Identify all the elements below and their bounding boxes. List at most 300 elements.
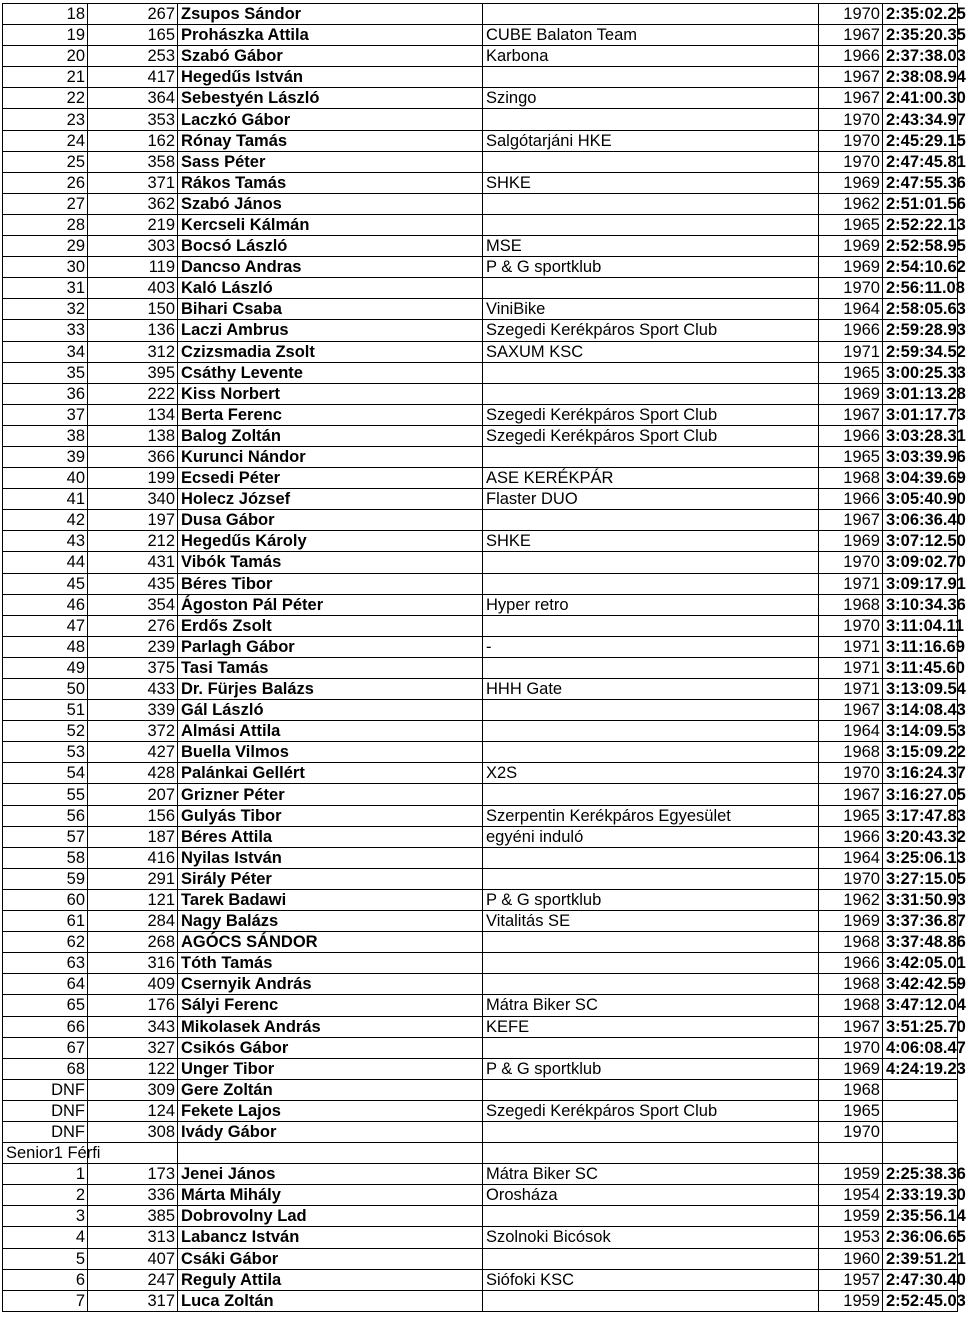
bib-number-cell: 433 bbox=[88, 679, 178, 700]
empty-cell bbox=[88, 1143, 178, 1164]
result-row bbox=[3, 151, 958, 172]
finish-time-cell bbox=[883, 1121, 958, 1142]
place-cell: 41 bbox=[3, 489, 88, 510]
result-row bbox=[3, 657, 958, 678]
team-cell: Siófoki KSC bbox=[483, 1269, 819, 1290]
place-cell: 61 bbox=[3, 911, 88, 932]
finish-time-cell: 2:41:00.30 bbox=[883, 88, 958, 109]
team-cell: HHH Gate bbox=[483, 679, 819, 700]
result-row bbox=[3, 1227, 958, 1248]
finish-time-cell: 2:35:20.35 bbox=[883, 25, 958, 46]
rider-name-cell: Dobrovolny Lad bbox=[178, 1206, 483, 1227]
rider-name-cell: Prohászka Attila bbox=[178, 25, 483, 46]
result-row bbox=[3, 742, 958, 763]
finish-time-cell: 2:47:45.81 bbox=[883, 151, 958, 172]
result-row bbox=[3, 1248, 958, 1269]
rider-name-cell: Mikolasek András bbox=[178, 1016, 483, 1037]
finish-time-cell: 3:25:06.13 bbox=[883, 847, 958, 868]
team-cell bbox=[483, 552, 819, 573]
place-cell: 67 bbox=[3, 1037, 88, 1058]
result-row bbox=[3, 615, 958, 636]
bib-number-cell: 309 bbox=[88, 1079, 178, 1100]
finish-time-cell: 3:09:02.70 bbox=[883, 552, 958, 573]
birth-year-cell: 1965 bbox=[819, 805, 883, 826]
birth-year-cell: 1966 bbox=[819, 425, 883, 446]
bib-number-cell: 353 bbox=[88, 109, 178, 130]
birth-year-cell: 1968 bbox=[819, 932, 883, 953]
birth-year-cell: 1967 bbox=[819, 88, 883, 109]
rider-name-cell: Ivády Gábor bbox=[178, 1121, 483, 1142]
bib-number-cell: 375 bbox=[88, 657, 178, 678]
place-cell: 19 bbox=[3, 25, 88, 46]
birth-year-cell: 1968 bbox=[819, 594, 883, 615]
place-cell: 20 bbox=[3, 46, 88, 67]
rider-name-cell: Unger Tibor bbox=[178, 1058, 483, 1079]
place-cell: 33 bbox=[3, 320, 88, 341]
finish-time-cell: 3:14:08.43 bbox=[883, 700, 958, 721]
place-cell: 58 bbox=[3, 847, 88, 868]
team-cell: Szolnoki Bicósok bbox=[483, 1227, 819, 1248]
empty-cell bbox=[483, 1143, 819, 1164]
team-cell: Szingo bbox=[483, 88, 819, 109]
rider-name-cell: AGÓCS SÁNDOR bbox=[178, 932, 483, 953]
birth-year-cell: 1967 bbox=[819, 25, 883, 46]
bib-number-cell: 138 bbox=[88, 425, 178, 446]
rider-name-cell: Sass Péter bbox=[178, 151, 483, 172]
team-cell bbox=[483, 278, 819, 299]
team-cell: CUBE Balaton Team bbox=[483, 25, 819, 46]
rider-name-cell: Ecsedi Péter bbox=[178, 468, 483, 489]
bib-number-cell: 150 bbox=[88, 299, 178, 320]
finish-time-cell: 3:16:27.05 bbox=[883, 784, 958, 805]
birth-year-cell: 1967 bbox=[819, 784, 883, 805]
rider-name-cell: Almási Attila bbox=[178, 721, 483, 742]
finish-time-cell: 2:25:38.36 bbox=[883, 1164, 958, 1185]
place-cell: 7 bbox=[3, 1290, 88, 1311]
finish-time-cell: 3:31:50.93 bbox=[883, 889, 958, 910]
result-row bbox=[3, 974, 958, 995]
place-cell: 55 bbox=[3, 784, 88, 805]
birth-year-cell: 1959 bbox=[819, 1206, 883, 1227]
result-row bbox=[3, 763, 958, 784]
place-cell: 1 bbox=[3, 1164, 88, 1185]
birth-year-cell: 1970 bbox=[819, 278, 883, 299]
bib-number-cell: 372 bbox=[88, 721, 178, 742]
place-cell: 40 bbox=[3, 468, 88, 489]
birth-year-cell: 1962 bbox=[819, 193, 883, 214]
bib-number-cell: 312 bbox=[88, 341, 178, 362]
team-cell bbox=[483, 784, 819, 805]
result-row bbox=[3, 636, 958, 657]
place-cell: 24 bbox=[3, 130, 88, 151]
results-body bbox=[3, 4, 966, 1312]
place-cell: 22 bbox=[3, 88, 88, 109]
bib-number-cell: 253 bbox=[88, 46, 178, 67]
place-cell: 50 bbox=[3, 679, 88, 700]
team-cell bbox=[483, 657, 819, 678]
result-row bbox=[3, 1290, 958, 1311]
birth-year-cell: 1966 bbox=[819, 46, 883, 67]
bib-number-cell: 219 bbox=[88, 214, 178, 235]
place-cell: 31 bbox=[3, 278, 88, 299]
finish-time-cell: 2:33:19.30 bbox=[883, 1185, 958, 1206]
rider-name-cell: Szabó Gábor bbox=[178, 46, 483, 67]
finish-time-cell: 2:39:51.21 bbox=[883, 1248, 958, 1269]
place-cell: 54 bbox=[3, 763, 88, 784]
place-cell: 57 bbox=[3, 826, 88, 847]
result-row bbox=[3, 911, 958, 932]
finish-time-cell bbox=[883, 1079, 958, 1100]
place-cell: 6 bbox=[3, 1269, 88, 1290]
team-cell bbox=[483, 700, 819, 721]
bib-number-cell: 358 bbox=[88, 151, 178, 172]
team-cell: ASE KERÉKPÁR bbox=[483, 468, 819, 489]
place-cell: 38 bbox=[3, 425, 88, 446]
rider-name-cell: Szabó János bbox=[178, 193, 483, 214]
place-cell: 28 bbox=[3, 214, 88, 235]
birth-year-cell: 1953 bbox=[819, 1227, 883, 1248]
team-cell: Flaster DUO bbox=[483, 489, 819, 510]
team-cell: P & G sportklub bbox=[483, 1058, 819, 1079]
rider-name-cell: Kaló László bbox=[178, 278, 483, 299]
birth-year-cell: 1971 bbox=[819, 679, 883, 700]
rider-name-cell: Gulyás Tibor bbox=[178, 805, 483, 826]
rider-name-cell: Sályi Ferenc bbox=[178, 995, 483, 1016]
finish-time-cell: 2:54:10.62 bbox=[883, 257, 958, 278]
place-cell: 36 bbox=[3, 383, 88, 404]
result-row bbox=[3, 1206, 958, 1227]
team-cell bbox=[483, 932, 819, 953]
place-cell: 3 bbox=[3, 1206, 88, 1227]
result-row bbox=[3, 1164, 958, 1185]
result-row bbox=[3, 172, 958, 193]
birth-year-cell: 1967 bbox=[819, 700, 883, 721]
birth-year-cell: 1960 bbox=[819, 1248, 883, 1269]
bib-number-cell: 156 bbox=[88, 805, 178, 826]
birth-year-cell: 1969 bbox=[819, 383, 883, 404]
team-cell: KEFE bbox=[483, 1016, 819, 1037]
place-cell: 56 bbox=[3, 805, 88, 826]
team-cell bbox=[483, 446, 819, 467]
team-cell: Salgótarjáni HKE bbox=[483, 130, 819, 151]
finish-time-cell: 3:06:36.40 bbox=[883, 510, 958, 531]
bib-number-cell: 197 bbox=[88, 510, 178, 531]
rider-name-cell: Sebestyén László bbox=[178, 88, 483, 109]
rider-name-cell: Vibók Tamás bbox=[178, 552, 483, 573]
rider-name-cell: Gál László bbox=[178, 700, 483, 721]
team-cell bbox=[483, 109, 819, 130]
birth-year-cell: 1967 bbox=[819, 67, 883, 88]
result-row bbox=[3, 214, 958, 235]
result-row bbox=[3, 320, 958, 341]
rider-name-cell: Balog Zoltán bbox=[178, 425, 483, 446]
result-row bbox=[3, 721, 958, 742]
rider-name-cell: Tarek Badawi bbox=[178, 889, 483, 910]
team-cell bbox=[483, 151, 819, 172]
result-row bbox=[3, 1016, 958, 1037]
rider-name-cell: Márta Mihály bbox=[178, 1185, 483, 1206]
bib-number-cell: 407 bbox=[88, 1248, 178, 1269]
bib-number-cell: 343 bbox=[88, 1016, 178, 1037]
empty-cell bbox=[178, 1143, 483, 1164]
birth-year-cell: 1970 bbox=[819, 151, 883, 172]
birth-year-cell: 1970 bbox=[819, 552, 883, 573]
finish-time-cell: 2:45:29.15 bbox=[883, 130, 958, 151]
result-row bbox=[3, 468, 958, 489]
finish-time-cell: 2:37:38.03 bbox=[883, 46, 958, 67]
finish-time-cell: 4:06:08.47 bbox=[883, 1037, 958, 1058]
birth-year-cell: 1966 bbox=[819, 320, 883, 341]
place-cell: 39 bbox=[3, 446, 88, 467]
place-cell: 59 bbox=[3, 868, 88, 889]
team-cell: SHKE bbox=[483, 172, 819, 193]
bib-number-cell: 165 bbox=[88, 25, 178, 46]
finish-time-cell: 3:37:36.87 bbox=[883, 911, 958, 932]
birth-year-cell: 1969 bbox=[819, 236, 883, 257]
result-row bbox=[3, 932, 958, 953]
place-cell: 4 bbox=[3, 1227, 88, 1248]
bib-number-cell: 247 bbox=[88, 1269, 178, 1290]
birth-year-cell: 1965 bbox=[819, 214, 883, 235]
team-cell: Orosháza bbox=[483, 1185, 819, 1206]
birth-year-cell: 1968 bbox=[819, 742, 883, 763]
result-row bbox=[3, 109, 958, 130]
result-row bbox=[3, 257, 958, 278]
result-row bbox=[3, 784, 958, 805]
finish-time-cell: 3:42:05.01 bbox=[883, 953, 958, 974]
finish-time-cell: 2:43:34.97 bbox=[883, 109, 958, 130]
place-cell: DNF bbox=[3, 1121, 88, 1142]
result-row bbox=[3, 446, 958, 467]
birth-year-cell: 1957 bbox=[819, 1269, 883, 1290]
team-cell bbox=[483, 1079, 819, 1100]
place-cell: 45 bbox=[3, 573, 88, 594]
finish-time-cell: 2:47:55.36 bbox=[883, 172, 958, 193]
place-cell: 52 bbox=[3, 721, 88, 742]
bib-number-cell: 354 bbox=[88, 594, 178, 615]
result-row bbox=[3, 1100, 958, 1121]
place-cell: 21 bbox=[3, 67, 88, 88]
place-cell: 68 bbox=[3, 1058, 88, 1079]
rider-name-cell: Buella Vilmos bbox=[178, 742, 483, 763]
result-row bbox=[3, 4, 958, 25]
rider-name-cell: Csikós Gábor bbox=[178, 1037, 483, 1058]
finish-time-cell: 3:11:16.69 bbox=[883, 636, 958, 657]
place-cell: 43 bbox=[3, 531, 88, 552]
team-cell bbox=[483, 1121, 819, 1142]
finish-time-cell: 3:17:47.83 bbox=[883, 805, 958, 826]
rider-name-cell: Tóth Tamás bbox=[178, 953, 483, 974]
rider-name-cell: Berta Ferenc bbox=[178, 404, 483, 425]
result-row bbox=[3, 130, 958, 151]
result-row bbox=[3, 341, 958, 362]
finish-time-cell: 2:35:02.25 bbox=[883, 4, 958, 25]
bib-number-cell: 173 bbox=[88, 1164, 178, 1185]
birth-year-cell: 1959 bbox=[819, 1164, 883, 1185]
place-cell: 23 bbox=[3, 109, 88, 130]
bib-number-cell: 336 bbox=[88, 1185, 178, 1206]
place-cell: DNF bbox=[3, 1100, 88, 1121]
team-cell bbox=[483, 742, 819, 763]
rider-name-cell: Grizner Péter bbox=[178, 784, 483, 805]
rider-name-cell: Luca Zoltán bbox=[178, 1290, 483, 1311]
team-cell bbox=[483, 868, 819, 889]
bib-number-cell: 136 bbox=[88, 320, 178, 341]
team-cell: Karbona bbox=[483, 46, 819, 67]
result-row bbox=[3, 1269, 958, 1290]
birth-year-cell: 1970 bbox=[819, 4, 883, 25]
bib-number-cell: 268 bbox=[88, 932, 178, 953]
place-cell: DNF bbox=[3, 1079, 88, 1100]
rider-name-cell: Béres Tibor bbox=[178, 573, 483, 594]
result-row bbox=[3, 531, 958, 552]
place-cell: 29 bbox=[3, 236, 88, 257]
finish-time-cell: 3:03:28.31 bbox=[883, 425, 958, 446]
finish-time-cell: 3:10:34.36 bbox=[883, 594, 958, 615]
team-cell: Szerpentin Kerékpáros Egyesület bbox=[483, 805, 819, 826]
result-row bbox=[3, 193, 958, 214]
finish-time-cell: 2:38:08.94 bbox=[883, 67, 958, 88]
rider-name-cell: Dr. Fürjes Balázs bbox=[178, 679, 483, 700]
result-row bbox=[3, 700, 958, 721]
bib-number-cell: 124 bbox=[88, 1100, 178, 1121]
finish-time-cell: 3:15:09.22 bbox=[883, 742, 958, 763]
rider-name-cell: Hegedűs István bbox=[178, 67, 483, 88]
finish-time-cell: 2:36:06.65 bbox=[883, 1227, 958, 1248]
finish-time-cell bbox=[883, 1100, 958, 1121]
rider-name-cell: Rákos Tamás bbox=[178, 172, 483, 193]
bib-number-cell: 327 bbox=[88, 1037, 178, 1058]
birth-year-cell: 1964 bbox=[819, 721, 883, 742]
team-cell: - bbox=[483, 636, 819, 657]
birth-year-cell: 1970 bbox=[819, 130, 883, 151]
birth-year-cell: 1967 bbox=[819, 1016, 883, 1037]
bib-number-cell: 427 bbox=[88, 742, 178, 763]
place-cell: 63 bbox=[3, 953, 88, 974]
birth-year-cell: 1971 bbox=[819, 573, 883, 594]
finish-time-cell: 3:01:17.73 bbox=[883, 404, 958, 425]
bib-number-cell: 276 bbox=[88, 615, 178, 636]
rider-name-cell: Labancz István bbox=[178, 1227, 483, 1248]
result-row bbox=[3, 826, 958, 847]
team-cell bbox=[483, 67, 819, 88]
rider-name-cell: Béres Attila bbox=[178, 826, 483, 847]
team-cell: Szegedi Kerékpáros Sport Club bbox=[483, 1100, 819, 1121]
result-row bbox=[3, 236, 958, 257]
bib-number-cell: 187 bbox=[88, 826, 178, 847]
rider-name-cell: Palánkai Gellért bbox=[178, 763, 483, 784]
place-cell: 65 bbox=[3, 995, 88, 1016]
birth-year-cell: 1966 bbox=[819, 953, 883, 974]
place-cell: 25 bbox=[3, 151, 88, 172]
result-row bbox=[3, 995, 958, 1016]
result-row bbox=[3, 805, 958, 826]
team-cell bbox=[483, 615, 819, 636]
team-cell: Szegedi Kerékpáros Sport Club bbox=[483, 425, 819, 446]
bib-number-cell: 239 bbox=[88, 636, 178, 657]
finish-time-cell: 3:09:17.91 bbox=[883, 573, 958, 594]
place-cell: 32 bbox=[3, 299, 88, 320]
result-row bbox=[3, 510, 958, 531]
result-row bbox=[3, 383, 958, 404]
finish-time-cell: 2:52:22.13 bbox=[883, 214, 958, 235]
finish-time-cell: 3:05:40.90 bbox=[883, 489, 958, 510]
birth-year-cell: 1968 bbox=[819, 974, 883, 995]
result-row bbox=[3, 67, 958, 88]
finish-time-cell: 3:13:09.54 bbox=[883, 679, 958, 700]
team-cell: X2S bbox=[483, 763, 819, 784]
finish-time-cell: 3:51:25.70 bbox=[883, 1016, 958, 1037]
team-cell: Hyper retro bbox=[483, 594, 819, 615]
bib-number-cell: 395 bbox=[88, 362, 178, 383]
birth-year-cell: 1970 bbox=[819, 1037, 883, 1058]
place-cell: 53 bbox=[3, 742, 88, 763]
birth-year-cell: 1965 bbox=[819, 1100, 883, 1121]
birth-year-cell: 1962 bbox=[819, 889, 883, 910]
place-cell: 46 bbox=[3, 594, 88, 615]
result-row bbox=[3, 1037, 958, 1058]
place-cell: 35 bbox=[3, 362, 88, 383]
rider-name-cell: Bihari Csaba bbox=[178, 299, 483, 320]
bib-number-cell: 403 bbox=[88, 278, 178, 299]
place-cell: 47 bbox=[3, 615, 88, 636]
team-cell: Mátra Biker SC bbox=[483, 1164, 819, 1185]
team-cell: MSE bbox=[483, 236, 819, 257]
finish-time-cell: 3:20:43.32 bbox=[883, 826, 958, 847]
team-cell bbox=[483, 510, 819, 531]
bib-number-cell: 207 bbox=[88, 784, 178, 805]
bib-number-cell: 316 bbox=[88, 953, 178, 974]
bib-number-cell: 303 bbox=[88, 236, 178, 257]
team-cell bbox=[483, 573, 819, 594]
birth-year-cell: 1970 bbox=[819, 109, 883, 130]
rider-name-cell: Czizsmadia Zsolt bbox=[178, 341, 483, 362]
rider-name-cell: Laczkó Gábor bbox=[178, 109, 483, 130]
bib-number-cell: 385 bbox=[88, 1206, 178, 1227]
place-cell: 34 bbox=[3, 341, 88, 362]
finish-time-cell: 2:59:34.52 bbox=[883, 341, 958, 362]
finish-time-cell: 4:24:19.23 bbox=[883, 1058, 958, 1079]
rider-name-cell: Bocsó László bbox=[178, 236, 483, 257]
bib-number-cell: 199 bbox=[88, 468, 178, 489]
finish-time-cell: 2:58:05.63 bbox=[883, 299, 958, 320]
bib-number-cell: 313 bbox=[88, 1227, 178, 1248]
rider-name-cell: Sirály Péter bbox=[178, 868, 483, 889]
birth-year-cell: 1970 bbox=[819, 868, 883, 889]
finish-time-cell: 2:51:01.56 bbox=[883, 193, 958, 214]
result-row bbox=[3, 889, 958, 910]
finish-time-cell: 3:07:12.50 bbox=[883, 531, 958, 552]
bib-number-cell: 417 bbox=[88, 67, 178, 88]
result-row bbox=[3, 552, 958, 573]
rider-name-cell: Holecz József bbox=[178, 489, 483, 510]
birth-year-cell: 1970 bbox=[819, 763, 883, 784]
rider-name-cell: Nagy Balázs bbox=[178, 911, 483, 932]
team-cell bbox=[483, 4, 819, 25]
place-cell: 18 bbox=[3, 4, 88, 25]
rider-name-cell: Parlagh Gábor bbox=[178, 636, 483, 657]
birth-year-cell: 1964 bbox=[819, 847, 883, 868]
birth-year-cell: 1965 bbox=[819, 446, 883, 467]
place-cell: 44 bbox=[3, 552, 88, 573]
result-row bbox=[3, 953, 958, 974]
empty-cell bbox=[819, 1143, 883, 1164]
result-row bbox=[3, 679, 958, 700]
team-cell bbox=[483, 847, 819, 868]
bib-number-cell: 267 bbox=[88, 4, 178, 25]
birth-year-cell: 1965 bbox=[819, 362, 883, 383]
bib-number-cell: 371 bbox=[88, 172, 178, 193]
